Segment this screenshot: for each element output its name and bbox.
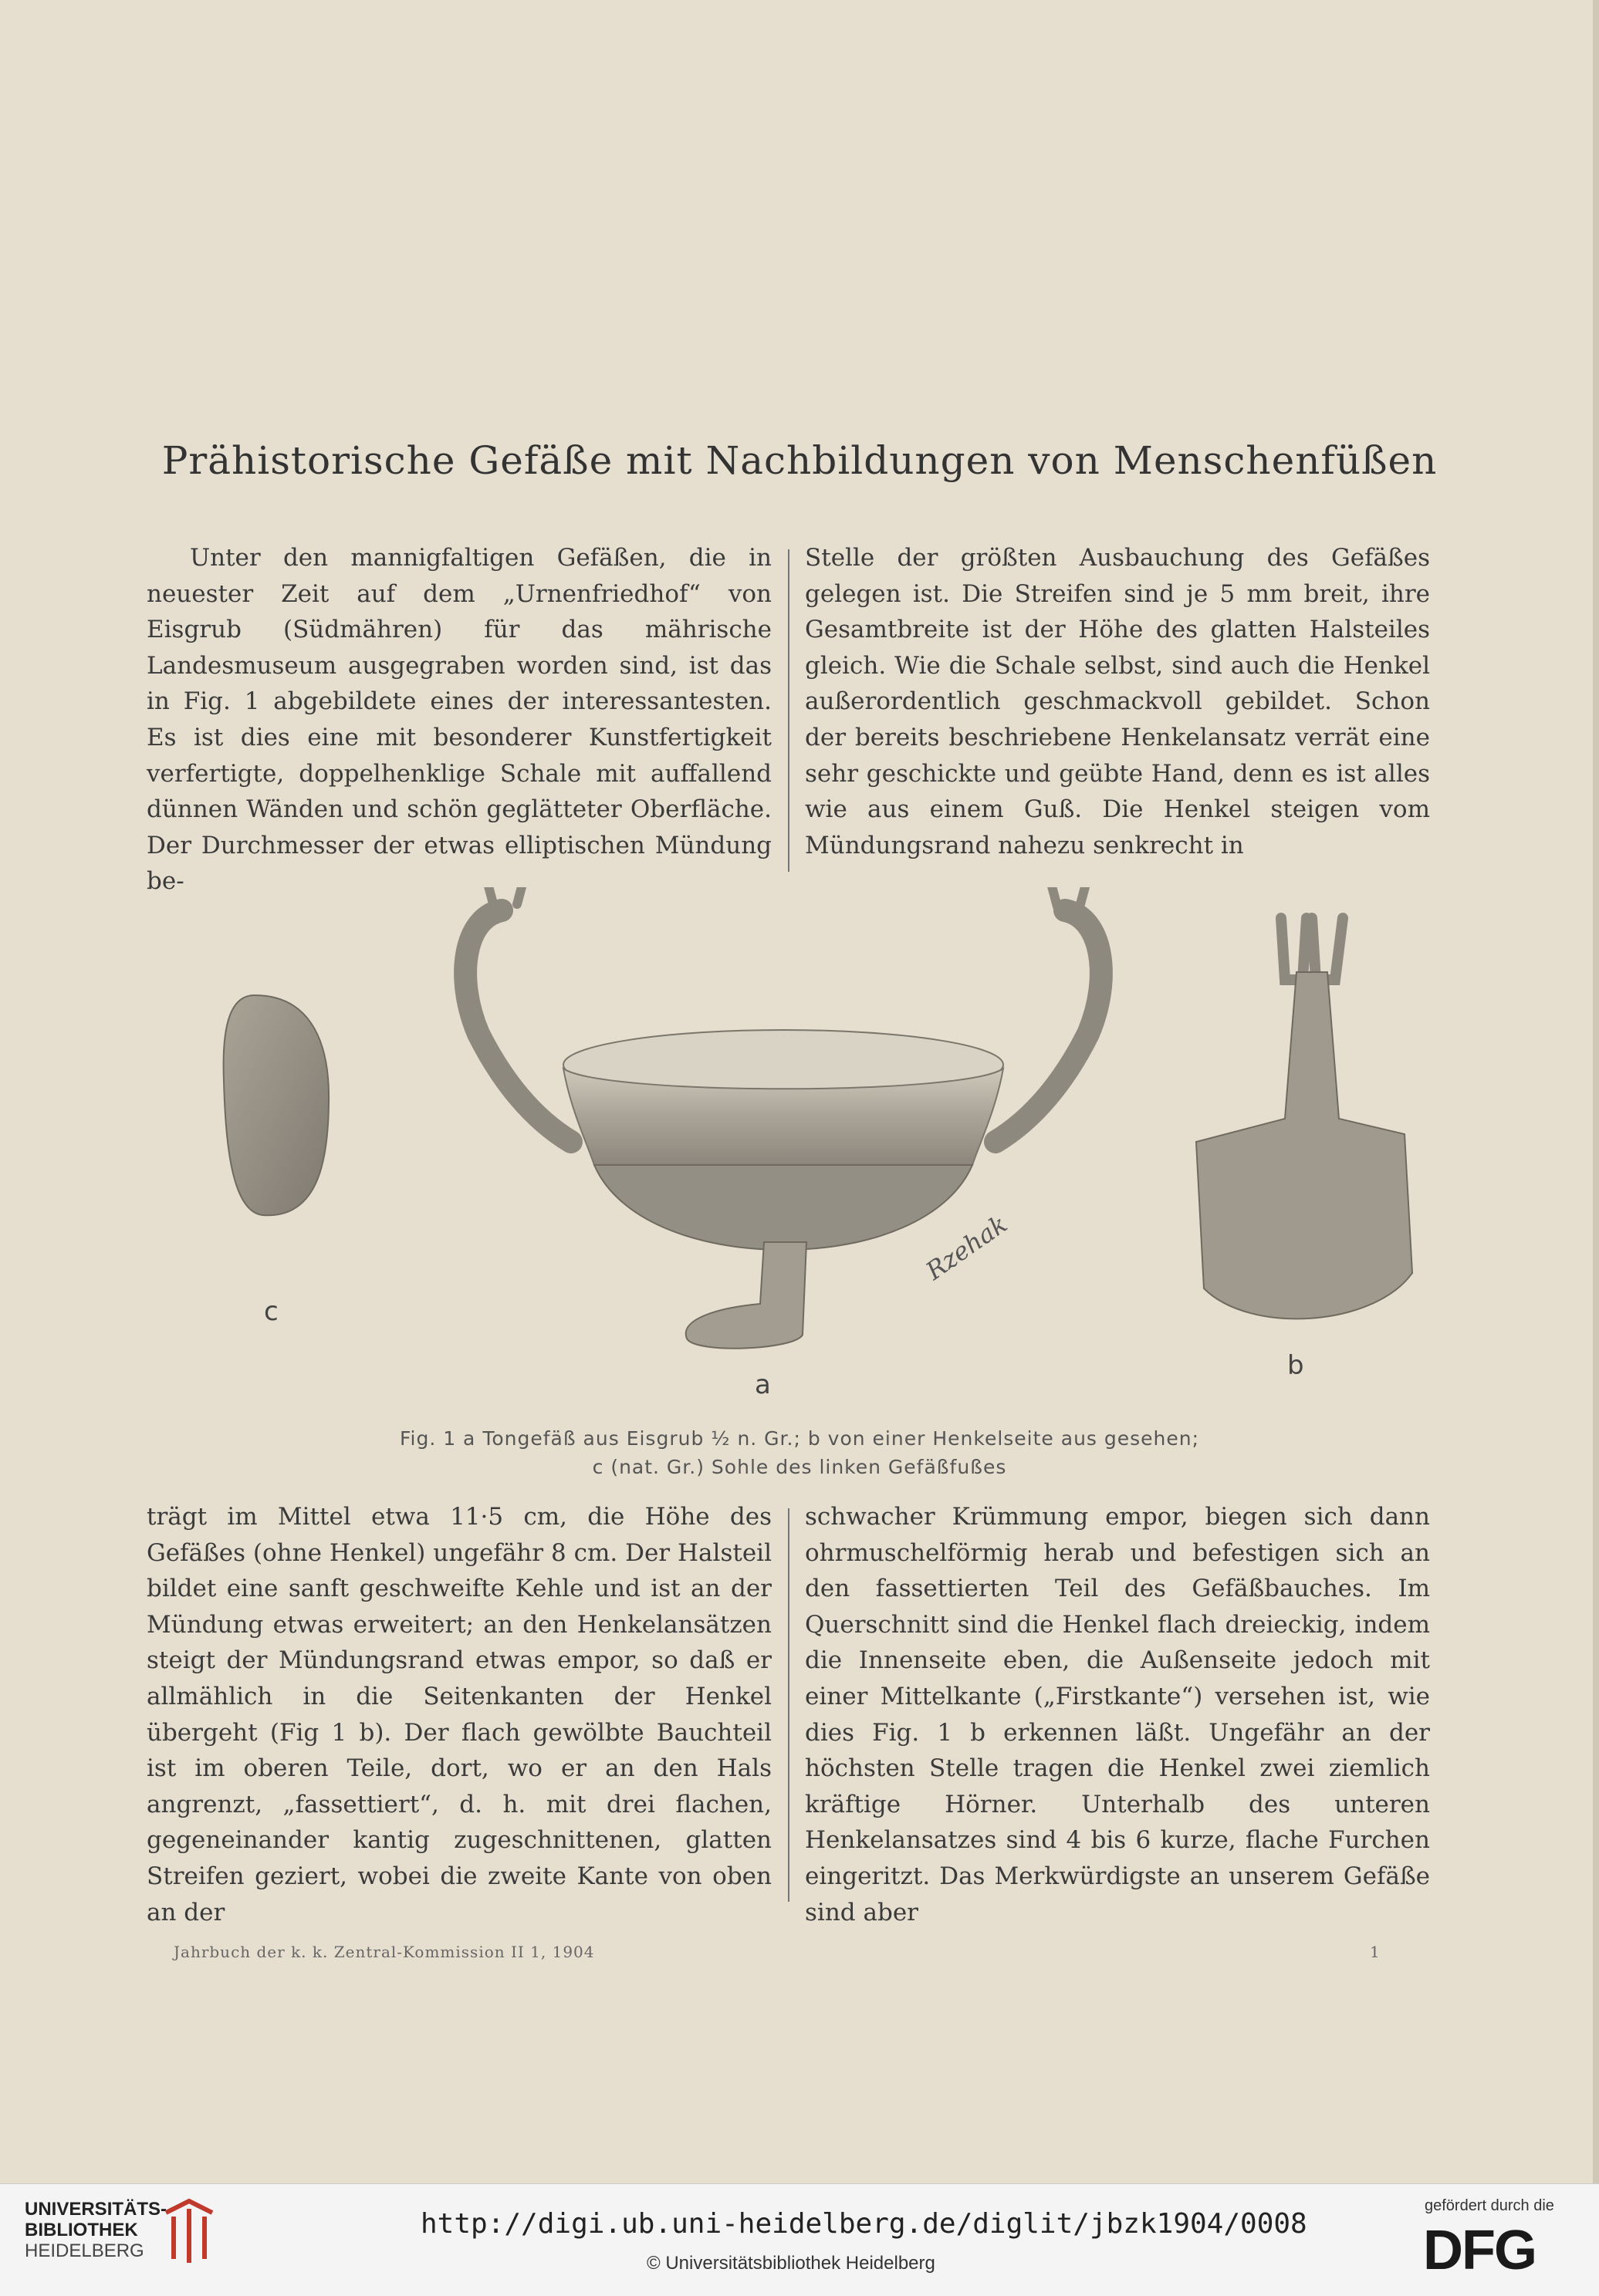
journal-footer: Jahrbuch der k. k. Zentral-Kommission II 1, 1904 bbox=[174, 1943, 595, 1961]
vessel-drawing bbox=[465, 887, 1101, 1349]
column-divider-top bbox=[788, 549, 789, 872]
figure-1 bbox=[0, 887, 1599, 1412]
text-column-top-left bbox=[147, 540, 772, 900]
permalink-url[interactable]: http://digi.ub.uni-heidelberg.de/diglit/jbzk1904/0008 bbox=[421, 2208, 1307, 2240]
copyright-notice: © Universitätsbibliothek Heidelberg bbox=[647, 2253, 935, 2274]
library-name-line2: BIBLIOTHEK bbox=[25, 2220, 138, 2240]
paragraph: Stelle der größten Ausbauchung des Gefäßes gelegen ist. Die Streifen sind je 5 mm breit, ihre Gesamtbreite ist der Höhe des glatten Halsteiles gleich. Wie die Schale selbst, sind auch die Henkel außerordentlich geschmackvoll gebildet. Schon der bereits beschriebene Henkelansatz verrät eine sehr geschickte und geübte Hand, denn es ist alles wie aus einem Guß. Die Henkel steigen vom Mündungsrand nahezu senkrecht in bbox=[805, 544, 1430, 859]
figure-caption-line1: Fig. 1 a Tongefäß aus Eisgrub ½ n. Gr.; b von einer Henkelseite aus gesehen; bbox=[399, 1427, 1200, 1450]
library-name-line3: HEIDELBERG bbox=[25, 2240, 144, 2261]
figure-caption-line2: c (nat. Gr.) Sohle des linken Gefäßfußes bbox=[592, 1456, 1007, 1478]
library-logo-icon[interactable] bbox=[158, 2197, 220, 2267]
handle-side-drawing bbox=[1196, 918, 1412, 1319]
paragraph: trägt im Mittel etwa 11·5 cm, die Höhe des Gefäßes (ohne Henkel) ungefähr 8 cm. Der Halsteil bildet eine sanft geschweifte Kehle und ist an der Mündung etwas erweitert; an den Henkelansätzen steigt der Mündungsrand etwas empor, so daß er allmählich in die Seitenkanten der Henkel übergeht (Fig 1 b). Der flach gewölbte Bauchteil ist im oberen Teile, dort, wo er an den Hals angrenzt, „fassettiert“, d. h. mit drei flachen, gegeneinander kantig zugeschnittenen, glatten Streifen geziert, wobei die zweite Kante von oben an der bbox=[147, 1503, 772, 1926]
paragraph: Unter den mannigfaltigen Gefäßen, die in neuester Zeit auf dem „Urnenfriedhof“ von Eisgrub (Südmähren) für das mährische Landesmuseum ausgegraben worden sind, ist das in Fig. 1 abgebildete eines der interessantesten. Es ist dies eine mit besonderer Kunstfertigkeit verfertigte, doppelhenklige Schale mit auffallend dünnen Wänden und schön geglätteter Oberfläche. Der Durchmesser der etwas elliptischen Mündung be- bbox=[147, 544, 772, 896]
library-name[interactable] bbox=[25, 2199, 167, 2261]
figure-label-c: c bbox=[264, 1296, 279, 1327]
figure-label-a: a bbox=[755, 1369, 771, 1400]
sole-drawing bbox=[224, 995, 330, 1215]
artist-signature: Rzehak bbox=[920, 1209, 1013, 1286]
paragraph: schwacher Krümmung empor, biegen sich dann ohrmuschelförmig herab und befestigen sich an den fassettierten Teil des Gefäßbauches. Im Querschnitt sind die Henkel flach dreieckig, indem die Innenseite eben, die Außenseite jedoch mit einer Mittelkante („Firstkante“) versehen ist, wie dies Fig. 1 b erkennen läßt. Ungefähr an der höchsten Stelle tragen die Henkel zwei ziemlich kräftige Hörner. Unterhalb des unteren Henkelansatzes sind 4 bis 6 kurze, flache Furchen eingeritzt. Das Merkwürdigste an unserem Gefäße sind aber bbox=[805, 1503, 1430, 1926]
page-title: Prähistorische Gefäße mit Nachbildungen von Menschenfüßen bbox=[161, 438, 1438, 483]
column-divider-bottom bbox=[788, 1508, 789, 1902]
figure-label-b: b bbox=[1287, 1350, 1304, 1381]
text-column-top-right bbox=[805, 540, 1430, 863]
text-column-bottom-left bbox=[147, 1499, 772, 1930]
funding-notice: gefördert durch die bbox=[1425, 2197, 1554, 2214]
text-column-bottom-right bbox=[805, 1499, 1430, 1930]
figure-illustration bbox=[0, 887, 1599, 1412]
viewer-footer-bar bbox=[0, 2183, 1599, 2296]
dfg-logo[interactable]: DFG bbox=[1423, 2220, 1536, 2281]
page-number: 1 bbox=[1370, 1943, 1380, 1961]
library-name-line1: UNIVERSITÄTS- bbox=[25, 2199, 167, 2220]
